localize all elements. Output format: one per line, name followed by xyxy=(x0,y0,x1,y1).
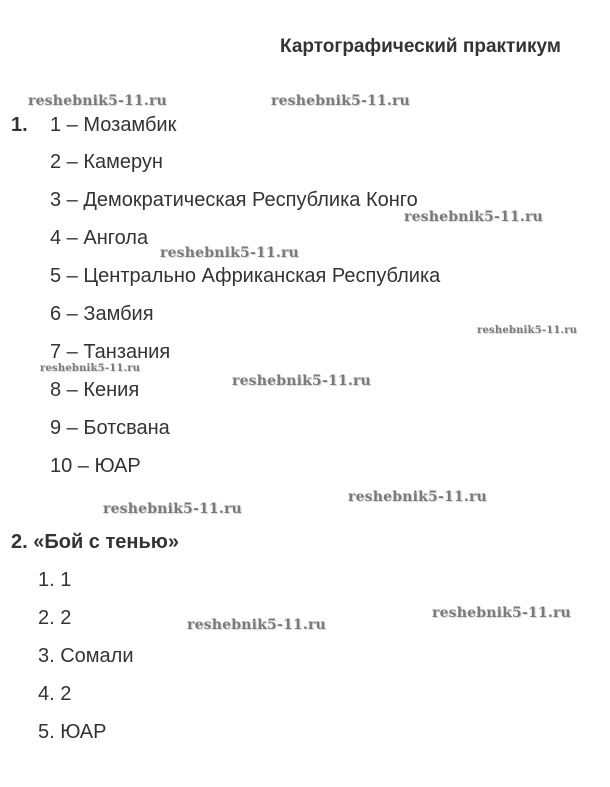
section1-number: 1. xyxy=(11,114,28,136)
watermark: reshebnik5-11.ru xyxy=(160,245,299,261)
watermark: reshebnik5-11.ru xyxy=(232,373,371,389)
watermark: reshebnik5-11.ru xyxy=(28,93,167,109)
list-item: 1. 1 xyxy=(38,569,72,591)
list-item: 6 – Замбия xyxy=(50,303,154,325)
list-item: 8 – Кения xyxy=(50,379,140,401)
list-item: 5 – Центрально Африканская Республика xyxy=(50,265,441,287)
section2-heading: 2. «Бой с тенью» xyxy=(11,531,179,553)
list-item: 9 – Ботсвана xyxy=(50,417,170,439)
watermark: reshebnik5-11.ru xyxy=(477,325,578,336)
watermark: reshebnik5-11.ru xyxy=(271,93,410,109)
watermark: reshebnik5-11.ru xyxy=(187,617,326,633)
list-item: 1 – Мозамбик xyxy=(50,114,177,136)
page-title: Картографический практикум xyxy=(280,36,561,57)
list-item: 2. 2 xyxy=(38,607,72,629)
list-item: 3 – Демократическая Республика Конго xyxy=(50,189,418,211)
watermark: reshebnik5-11.ru xyxy=(404,209,543,225)
watermark: reshebnik5-11.ru xyxy=(40,363,141,374)
watermark: reshebnik5-11.ru xyxy=(432,605,571,621)
list-item: 5. ЮАР xyxy=(38,721,107,743)
list-item: 4 – Ангола xyxy=(50,227,149,249)
list-item: 7 – Танзания xyxy=(50,341,171,363)
watermark: reshebnik5-11.ru xyxy=(103,501,242,517)
list-item: 3. Сомали xyxy=(38,645,134,667)
list-item: 2 – Камерун xyxy=(50,151,163,173)
watermark: reshebnik5-11.ru xyxy=(348,489,487,505)
list-item: 10 – ЮАР xyxy=(50,455,141,477)
list-item: 4. 2 xyxy=(38,683,72,705)
